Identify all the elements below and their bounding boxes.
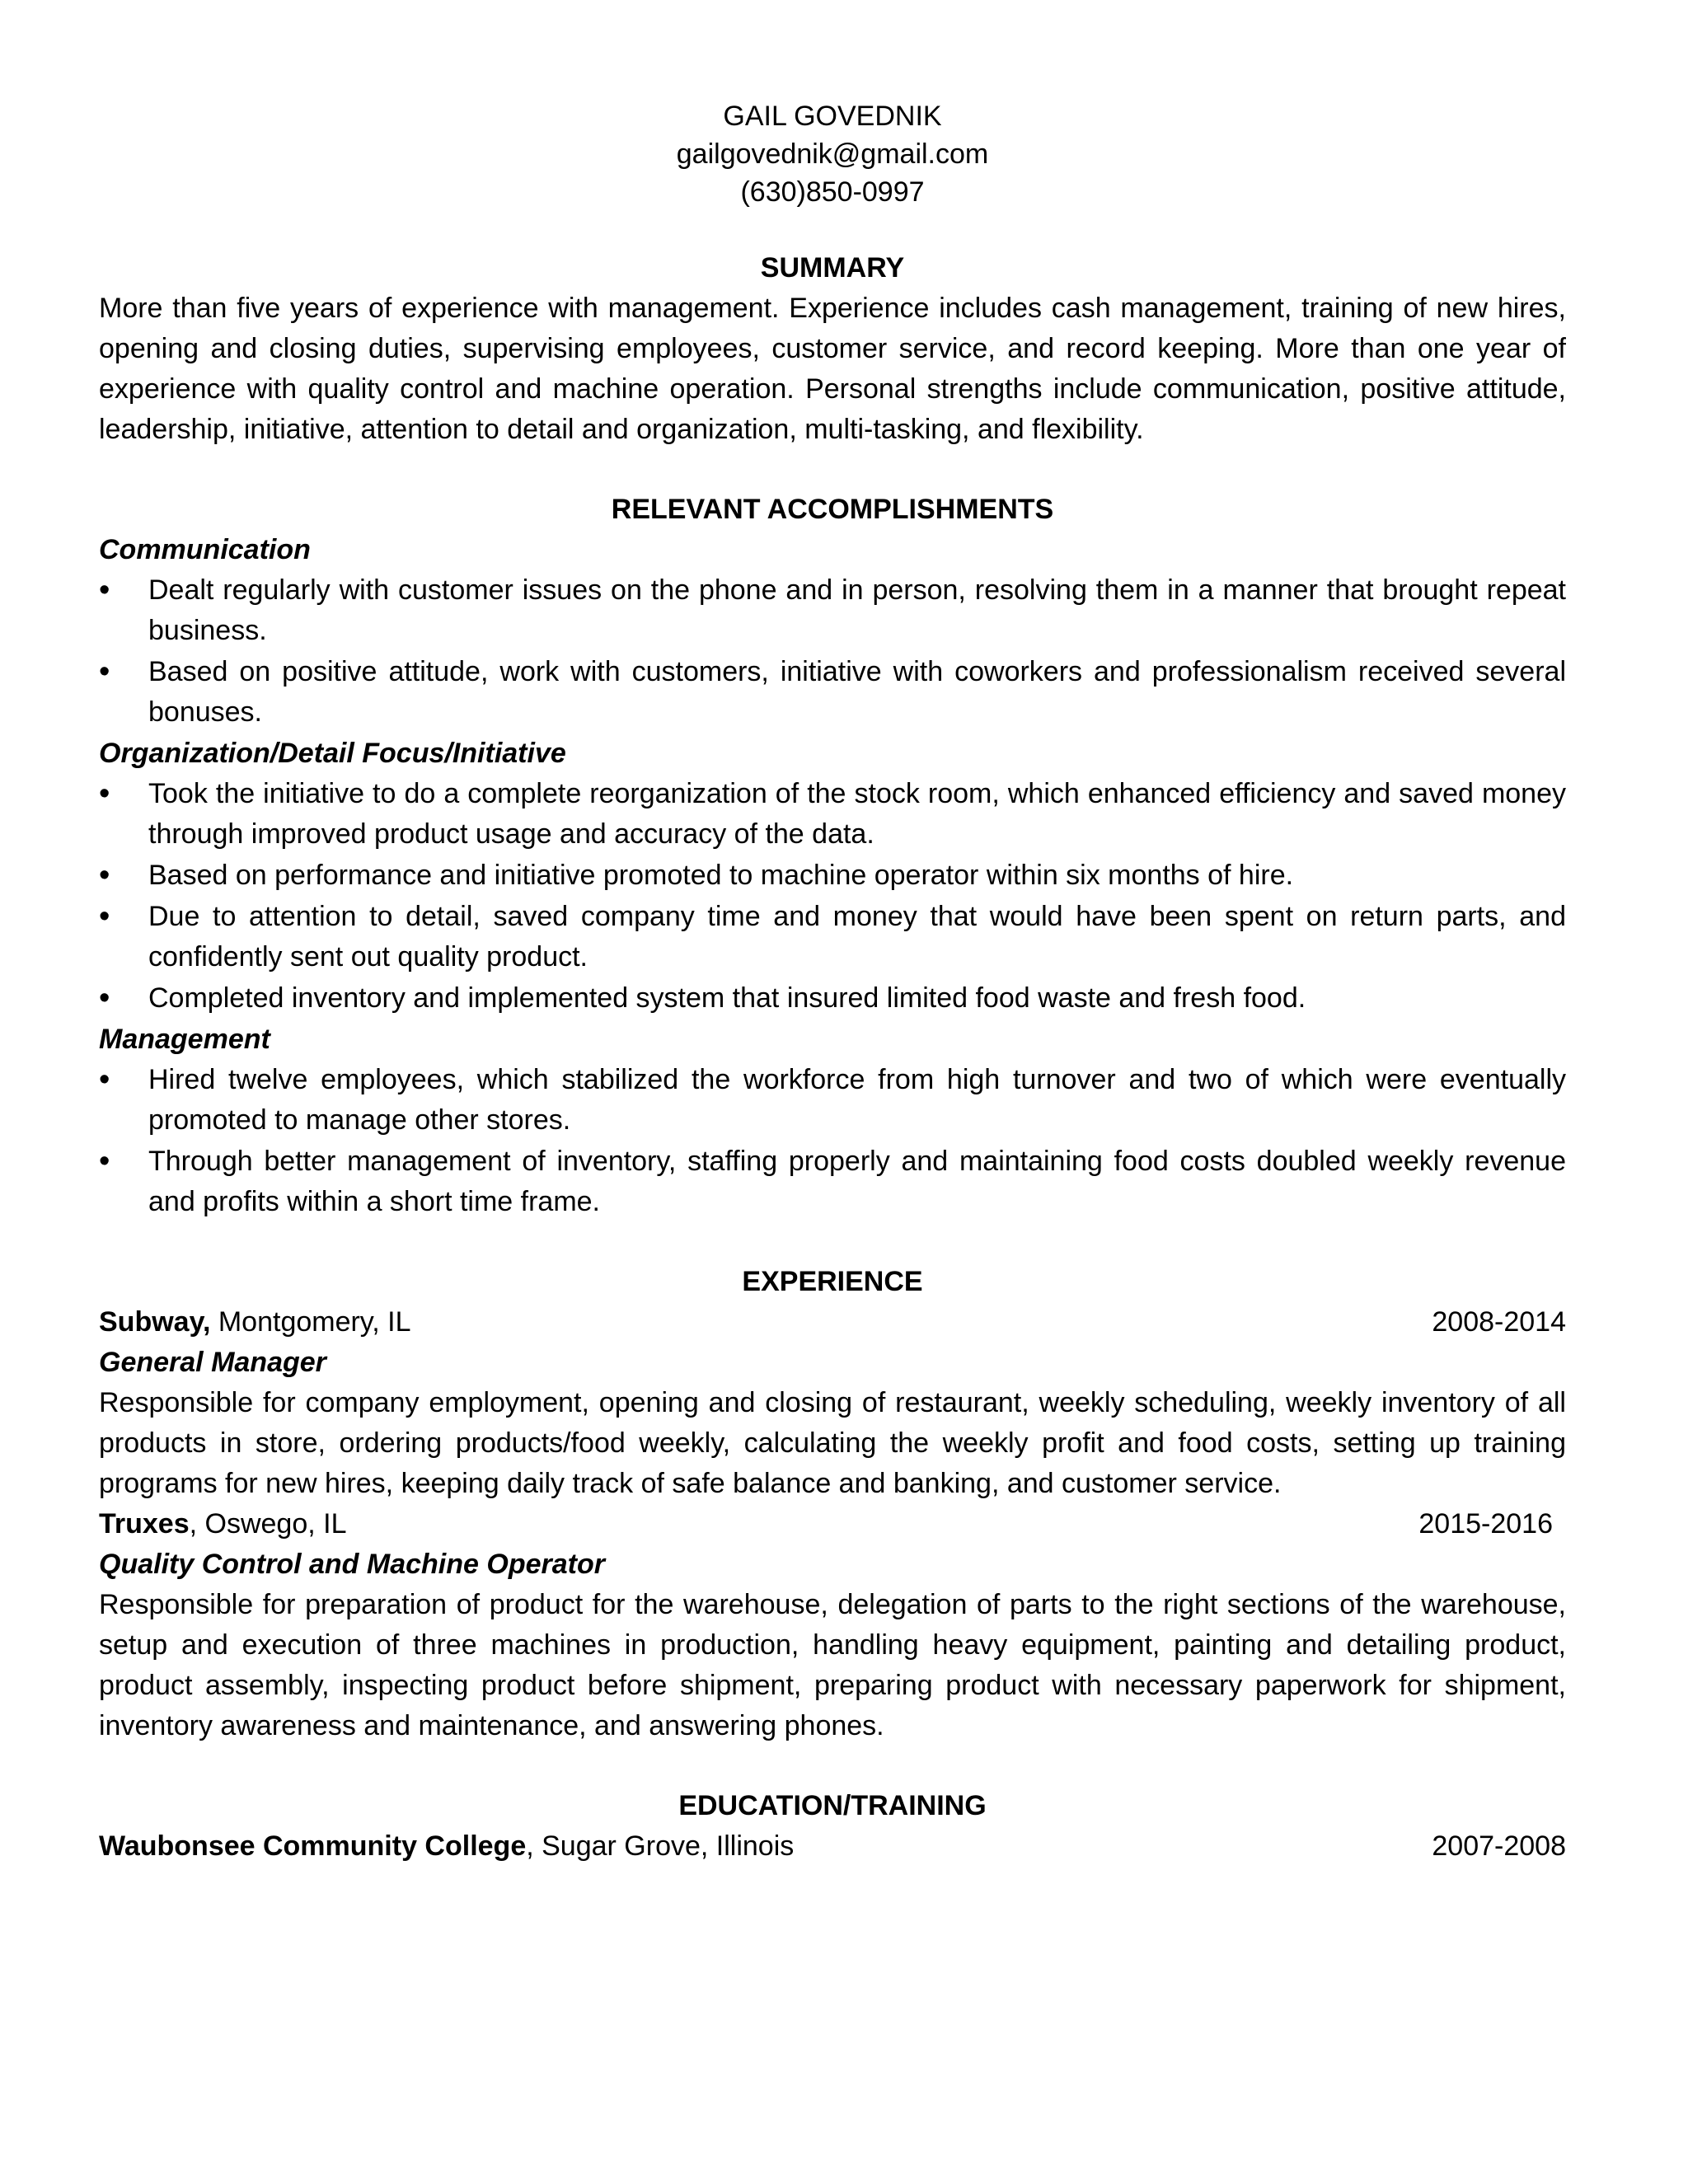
job-company: Subway, xyxy=(99,1306,211,1338)
job-role: General Manager xyxy=(99,1347,326,1378)
job-company: Truxes xyxy=(99,1508,190,1540)
experience-heading: EXPERIENCE xyxy=(742,1266,923,1297)
job-dates: 2015-2016 xyxy=(1418,1508,1553,1540)
candidate-name: GAIL GOVEDNIK xyxy=(723,101,942,132)
accomplishment-item: • Dealt regularly with customer issues on the phone and in person, resolving them in a manner that brought repeat business. xyxy=(99,570,1566,651)
accomplishment-group-title: Management xyxy=(99,1024,270,1055)
summary-heading: SUMMARY xyxy=(760,252,905,284)
education-institution xyxy=(99,1826,794,1867)
education-dates: 2007-2008 xyxy=(1432,1830,1566,1862)
summary-text: More than five years of experience with management. Experience includes cash management, training of new hires, opening and closing duties, supervising employees, customer service, and record keeping. More than one year of experience with quality control and machine operation. Personal strengths include communication, positive attitude, leadership, initiative, attention to detail and organization, multi-tasking, and flexibility. xyxy=(99,293,1566,445)
job-description: Responsible for preparation of product for the warehouse, delegation of parts to the right sections of the warehouse, setup and execution of three machines in production, handling heavy equipment, painting and detailing product, product assembly, inspecting product before shipment, preparing product with necessary paperwork for shipment, inventory awareness and maintenance, and answering phones. xyxy=(99,1589,1566,1741)
resume-header xyxy=(99,97,1566,211)
job-location: Montgomery, IL xyxy=(210,1306,411,1338)
accomplishment-item: • Took the initiative to do a complete reorganization of the stock room, which enhanced efficiency and saved money through improved product usage and accuracy of the data. xyxy=(99,774,1566,855)
candidate-phone: (630)850-0997 xyxy=(740,176,925,208)
accomplishment-group-title: Organization/Detail Focus/Initiative xyxy=(99,738,566,769)
resume-page xyxy=(99,97,1566,1867)
job-dates: 2008-2014 xyxy=(1432,1306,1566,1338)
job-header xyxy=(99,1504,1566,1544)
job-employer xyxy=(99,1302,411,1343)
education-location: , Sugar Grove, Illinois xyxy=(526,1830,795,1862)
accomplishments-heading: RELEVANT ACCOMPLISHMENTS xyxy=(611,494,1054,525)
accomplishment-group-title: Communication xyxy=(99,534,311,565)
education-school: Waubonsee Community College xyxy=(99,1830,527,1862)
accomplishment-item: • Based on performance and initiative promoted to machine operator within six months of hire. xyxy=(99,855,1566,896)
candidate-email: gailgovednik@gmail.com xyxy=(676,138,989,170)
job-role: Quality Control and Machine Operator xyxy=(99,1549,605,1580)
education-heading: EDUCATION/TRAINING xyxy=(678,1790,987,1821)
job-description: Responsible for company employment, opening and closing of restaurant, weekly scheduling, weekly inventory of all products in store, ordering products/food weekly, calculating the weekly profit and food costs, setting up training programs for new hires, keeping daily track of safe balance and banking, and customer service. xyxy=(99,1387,1566,1499)
education-row xyxy=(99,1826,1566,1867)
job-location: , Oswego, IL xyxy=(189,1508,347,1540)
accomplishment-item: • Due to attention to detail, saved company time and money that would have been spent on return parts, and confidently sent out quality product. xyxy=(99,897,1566,977)
accomplishment-item: • Based on positive attitude, work with customers, initiative with coworkers and professionalism received several bonuses. xyxy=(99,652,1566,733)
accomplishment-list xyxy=(99,1060,1566,1222)
accomplishment-list xyxy=(99,570,1566,733)
accomplishment-item: • Through better management of inventory, staffing properly and maintaining food costs doubled weekly revenue and profits within a short time frame. xyxy=(99,1141,1566,1222)
accomplishment-item: • Hired twelve employees, which stabilized the workforce from high turnover and two of which were eventually promoted to manage other stores. xyxy=(99,1060,1566,1141)
accomplishment-item: • Completed inventory and implemented system that insured limited food waste and fresh food. xyxy=(99,978,1566,1019)
job-employer xyxy=(99,1504,347,1544)
accomplishment-list xyxy=(99,774,1566,1019)
job-header xyxy=(99,1302,1566,1343)
